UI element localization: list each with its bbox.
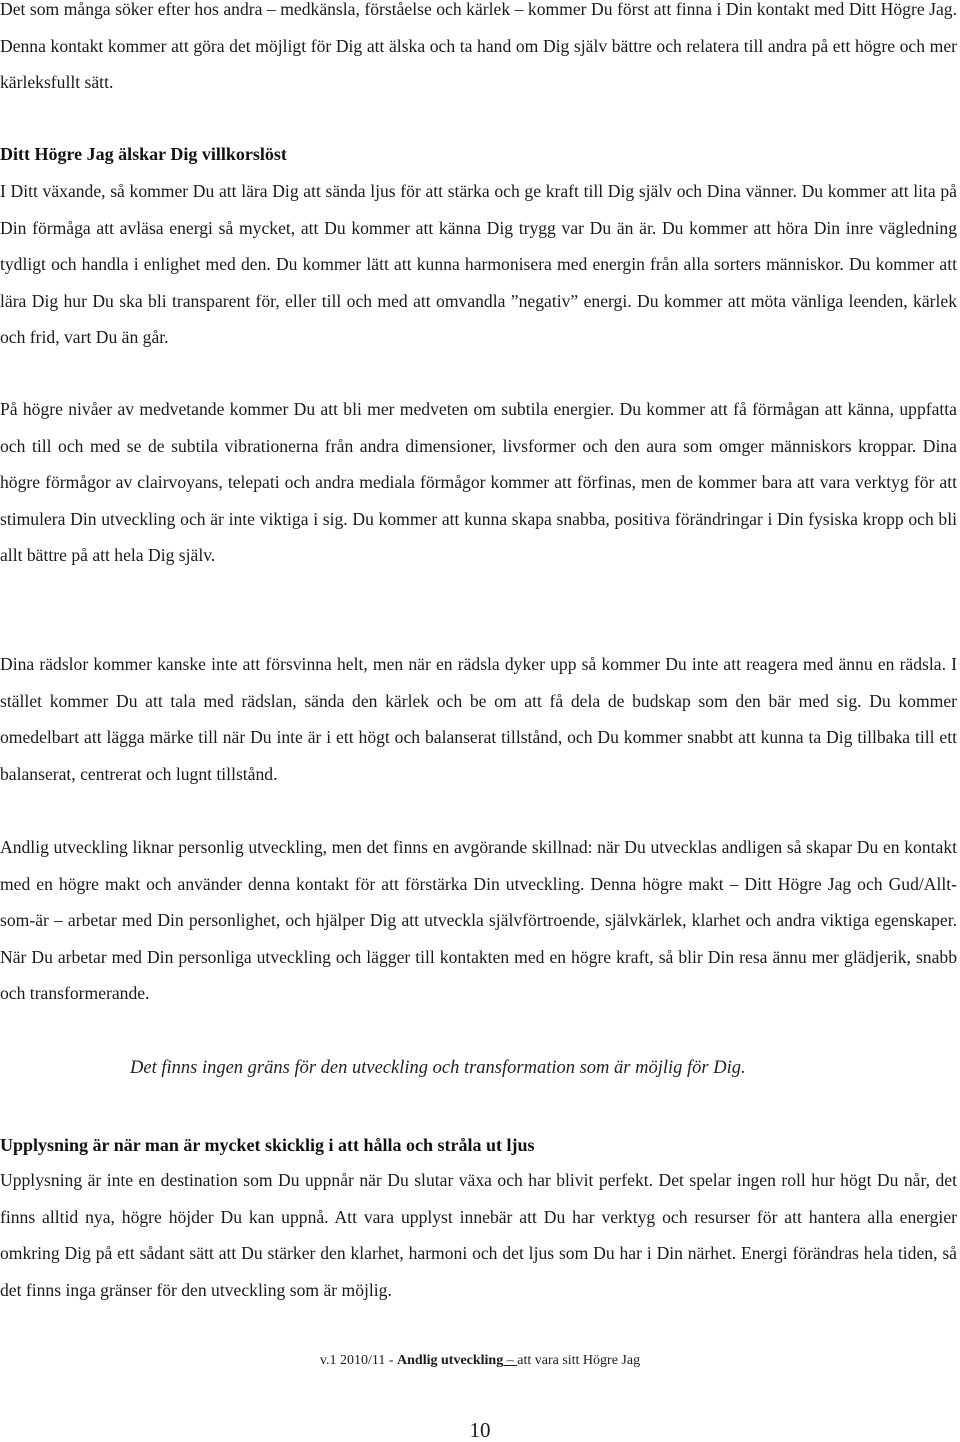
page-footer — [0, 1352, 960, 1370]
footer-title: Andlig utveckling — [397, 1353, 504, 1368]
section-heading-higher-self: Ditt Högre Jag älskar Dig villkorslöst — [0, 144, 287, 164]
paragraph-enlightenment: Upplysning är inte en destination som Du uppnår när Du slutar växa och har blivit perfekt. Det spelar ingen roll hur högt Du når, det finns alltid nya, högre höjder Du kan uppnå. Att vara upplyst innebär att Du har verktyg och resurser för att hantera alla energier omkring Dig på ett sådant sätt att Du stärker den klarhet, harmoni och det ljus som Du har i Din närhet. Energi förändras hela tiden, så det finns inga gränser för den utveckling som är möjlig. — [0, 1170, 957, 1300]
footer-version: v.1 2010/11 - — [319, 1353, 398, 1368]
italic-quote: Det finns ingen gräns för den utveckling och transformation som är möjlig för Dig. — [130, 1058, 746, 1078]
footer-dash: – — [503, 1353, 518, 1368]
footer-subtitle: att vara sitt Högre Jag — [517, 1353, 641, 1368]
page-number: 10 — [469, 1418, 491, 1442]
paragraph-higher-levels: På högre nivåer av medvetande kommer Du att bli mer medveten om subtila energier. Du kommer att få förmågan att känna, uppfatta och till och med se de subtila vibrationerna från andra dimensioner, livsformer och den aura som omger människors kroppar. Dina högre förmågor av clairvoyans, telepati och andra mediala förmågor kommer att förfinas, men de kommer bara att vara verktyg för att stimulera Din utveckling och är inte viktiga i sig. Du kommer att kunna skapa snabba, positiva förändringar i Din fysiska kropp och bli allt bättre på att hela Dig själv. — [0, 399, 957, 565]
section-heading-enlightenment: Upplysning är när man är mycket skicklig i att hålla och stråla ut ljus — [0, 1135, 535, 1155]
paragraph-growth: I Ditt växande, så kommer Du att lära Dig att sända ljus för att stärka och ge kraft till Dig själv och Dina vänner. Du kommer att lita på Din förmåga att avläsa energi så mycket, att Du kommer att känna Dig trygg var Du än är. Du kommer att höra Din inre vägledning tydligt och handla i enlighet med den. Du kommer lätt att kunna harmonisera med energin från alla sorters människor. Du kommer att lära Dig hur Du ska bli transparent för, eller till och med att omvandla ”negativ” energi. Du kommer att möta vänliga leenden, kärlek och frid, vart Du än går. — [0, 181, 957, 347]
paragraph-intro: Det som många söker efter hos andra – medkänsla, förståelse och kärlek – kommer Du först att finna i Din kontakt med Ditt Högre Jag. Denna kontakt kommer att göra det möjligt för Dig att älska och ta hand om Dig själv bättre och relatera till andra på ett högre och mer kärleksfullt sätt. — [0, 0, 957, 92]
paragraph-spiritual-development: Andlig utveckling liknar personlig utveckling, men det finns en avgörande skillnad: när Du utvecklas andligen så skapar Du en kontakt med en högre makt och använder denna kontakt för att förstärka Din utveckling. Denna högre makt – Ditt Högre Jag och Gud/Allt-som-är – arbetar med Din personlighet, och hjälper Dig att utveckla självförtroende, självkärlek, klarhet och andra viktiga egenskaper. När Du arbetar med Din personliga utveckling och lägger till kontakten med en högre kraft, så blir Din resa ännu mer glädjerik, snabb och transformerande. — [0, 837, 957, 1003]
paragraph-fears: Dina rädslor kommer kanske inte att försvinna helt, men när en rädsla dyker upp så kommer Du inte att reagera med ännu en rädsla. I stället kommer Du att tala med rädslan, sända den kärlek och be om att få dela de budskap som den bär med sig. Du kommer omedelbart att lägga märke till när Du inte är i ett högt och balanserat tillstånd, och Du kommer snabbt att kunna ta Dig tillbaka till ett balanserat, centrerat och lugnt tillstånd. — [0, 654, 957, 784]
